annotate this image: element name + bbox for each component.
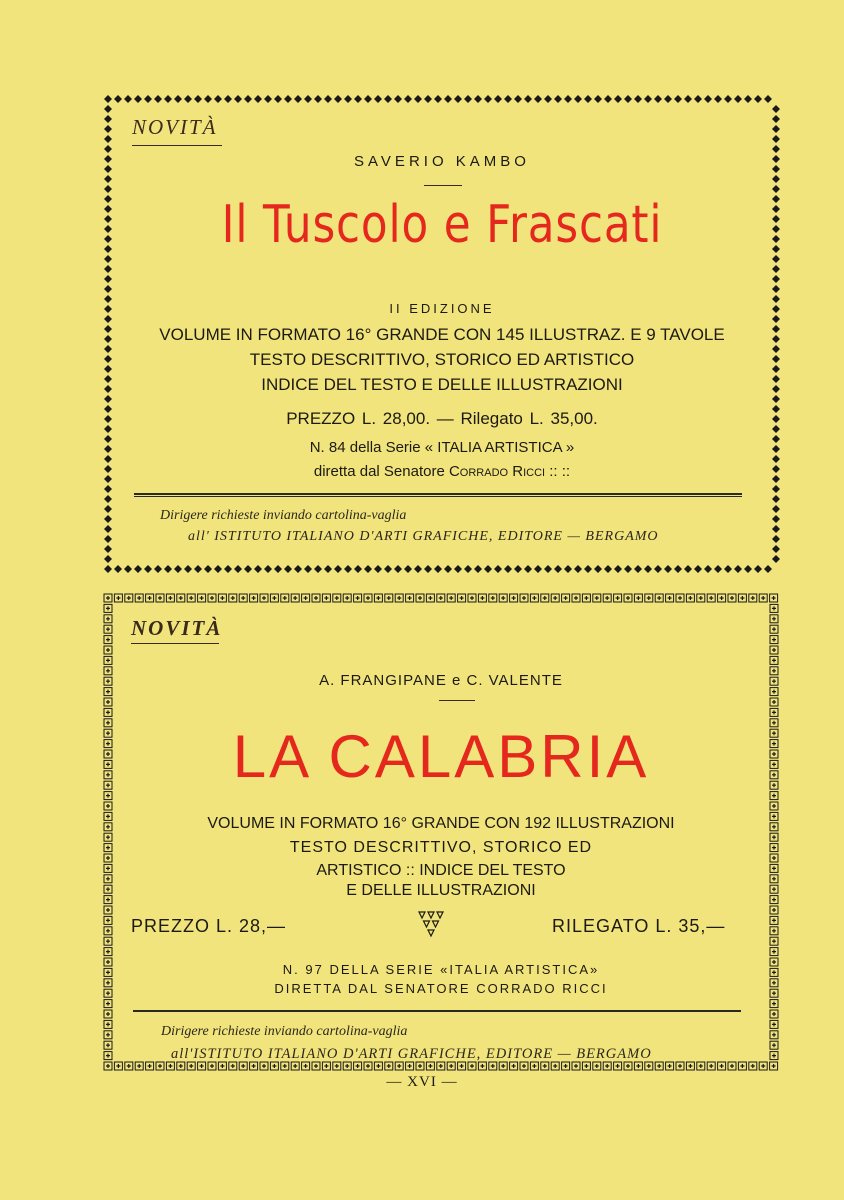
order-instruction: Dirigere richieste inviando cartolina-vaglia bbox=[161, 1024, 408, 1039]
description-line: VOLUME IN FORMATO 16° GRANDE CON 192 ILLUSTRAZIONI bbox=[207, 815, 675, 832]
description-line: TESTO DESCRITTIVO, STORICO ED ARTISTICO bbox=[249, 350, 635, 369]
bound-price: RILEGATO L. 35,— bbox=[552, 916, 726, 936]
author: SAVERIO KAMBO bbox=[354, 153, 530, 170]
director-line: DIRETTA DAL SENATORE CORRADO RICCI bbox=[274, 981, 608, 996]
description-line: INDICE DEL TESTO E DELLE ILLUSTRAZIONI bbox=[261, 375, 623, 394]
triangle-ornament-icon bbox=[417, 910, 449, 940]
publisher-address: all'ISTITUTO ITALIANO D'ARTI GRAFICHE, EDITORE — BERGAMO bbox=[171, 1046, 652, 1062]
rule bbox=[133, 1010, 741, 1013]
novita-label: NOVITÀ bbox=[132, 115, 218, 139]
book-title: Il Tuscolo e Frascati bbox=[221, 195, 663, 255]
advertisement-tuscolo bbox=[104, 93, 780, 575]
director-name: Corrado Ricci bbox=[448, 463, 546, 480]
description-line: TESTO DESCRITTIVO, STORICO ED bbox=[289, 839, 593, 856]
author-rule bbox=[424, 185, 462, 186]
label-underline bbox=[132, 145, 222, 146]
advertisement-calabria bbox=[103, 592, 779, 1072]
price: PREZZO L. 28,— bbox=[131, 916, 287, 936]
order-instruction: Dirigere richieste inviando cartolina-vaglia bbox=[160, 508, 407, 523]
publisher-address: all' ISTITUTO ITALIANO D'ARTI GRAFICHE, EDITORE — BERGAMO bbox=[188, 529, 659, 544]
double-rule bbox=[134, 493, 742, 497]
book-title: LA CALABRIA bbox=[232, 723, 650, 790]
description-line: E DELLE ILLUSTRAZIONI bbox=[346, 882, 536, 899]
price-line: PREZZO L. 28,00. — Rilegato L. 35,00. bbox=[286, 409, 598, 428]
edition: II EDIZIONE bbox=[389, 301, 495, 316]
ad-body bbox=[132, 115, 752, 555]
ad-body bbox=[131, 614, 751, 1062]
director-line bbox=[132, 463, 752, 480]
novita-label: NOVITÀ bbox=[131, 616, 223, 640]
authors: A. FRANGIPANE e C. VALENTE bbox=[319, 672, 563, 689]
description-line: VOLUME IN FORMATO 16° GRANDE CON 145 ILLUSTRAZ. E 9 TAVOLE bbox=[159, 325, 725, 344]
description-line: ARTISTICO :: INDICE DEL TESTO bbox=[316, 862, 566, 879]
page-number: — XVI — bbox=[386, 1074, 458, 1090]
series-line: N. 97 DELLA SERIE «ITALIA ARTISTICA» bbox=[282, 962, 600, 977]
label-underline bbox=[131, 643, 219, 644]
author-rule bbox=[439, 700, 475, 701]
director-suffix: :: :: bbox=[549, 463, 571, 480]
director-prefix: diretta dal Senatore bbox=[313, 463, 445, 480]
series-line: N. 84 della Serie « ITALIA ARTISTICA » bbox=[309, 439, 575, 456]
